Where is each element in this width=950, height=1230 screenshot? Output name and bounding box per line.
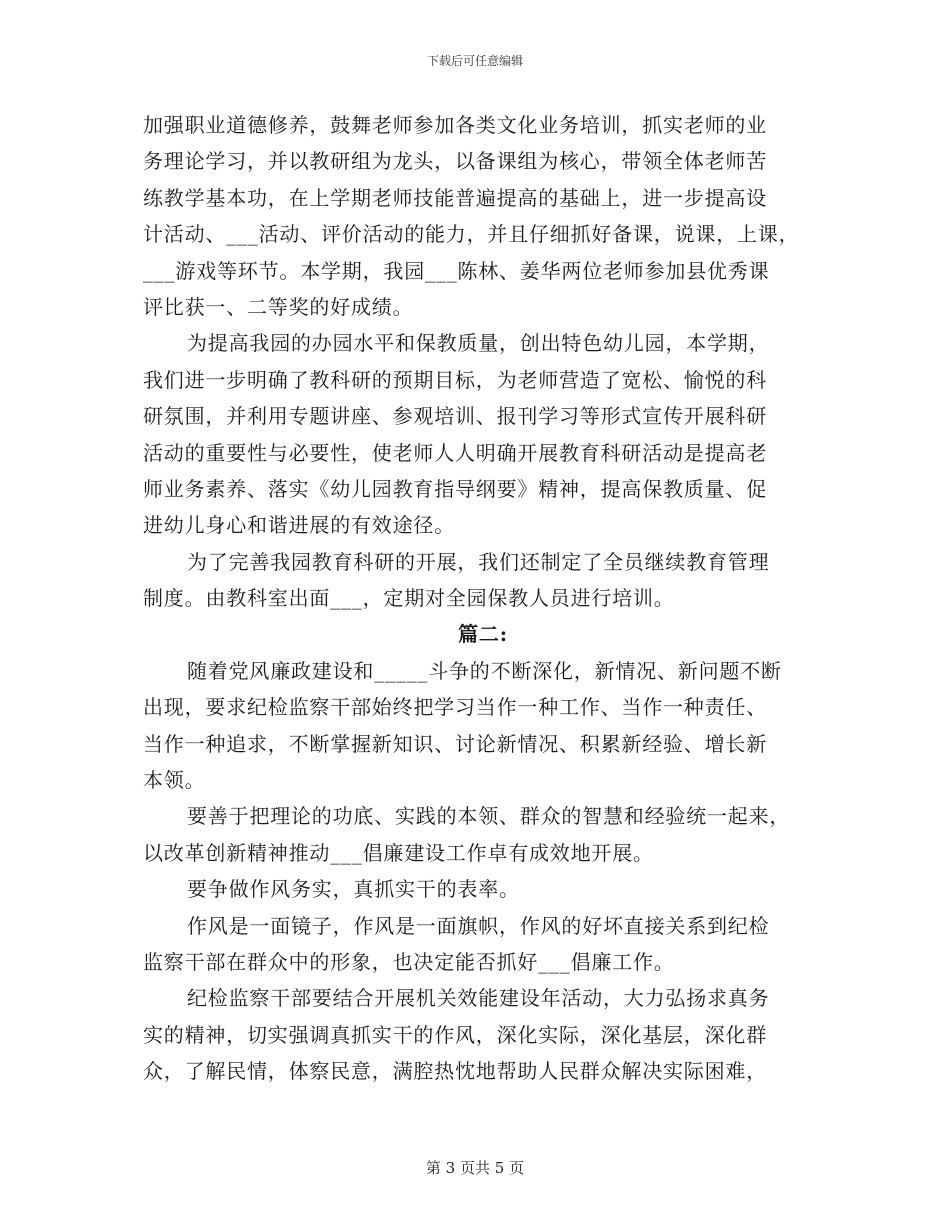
text-line: 加强职业道德修养，鼓舞老师参加各类文化业务培训，抓实老师的业 <box>143 113 767 137</box>
text-line: 为了完善我园教育科研的开展，我们还制定了全员继续教育管理 <box>187 549 770 574</box>
text-line: 务理论学习，并以教研组为龙头，以备课组为核心，带领全体老师苦 <box>143 149 767 174</box>
text-line: 以改革创新精神推动___倡廉建设工作卓有成效地开展。 <box>143 840 654 865</box>
text-line: 进幼儿身心和谐进展的有效途径。 <box>143 513 455 538</box>
page-footer: 第 3 页共 5 页 <box>425 1159 525 1177</box>
text-line: 活动的重要性与必要性，使老师人人明确开展教育科研活动是提高老 <box>143 440 767 465</box>
section-heading: 篇二: <box>458 622 508 647</box>
text-line: 师业务素养、落实《幼儿园教育指导纲要》精神，提高保教质量、促 <box>143 476 767 501</box>
text-line: 计活动、___活动、评价活动的能力，并且仔细抓好备课，说课，上课， <box>143 222 800 247</box>
document-body <box>143 107 823 1090</box>
text-line: 纪检监察干部要结合开展机关效能建设年活动，大力弘扬求真务 <box>187 986 770 1011</box>
page-header: 下载后可任意编辑 <box>426 54 523 68</box>
text-line: 研氛围，并利用专题讲座、参观培训、报刊学习等形式宣传开展科研 <box>143 404 767 429</box>
text-line: 要争做作风务实，真抓实干的表率。 <box>187 877 520 902</box>
text-line: 本领。 <box>143 768 206 793</box>
text-line: 我们进一步明确了教科研的预期目标，为老师营造了宽松、愉悦的科 <box>143 367 767 392</box>
text-line: 实的精神，切实强调真抓实干的作风，深化实际，深化基层，深化群 <box>143 1022 767 1047</box>
text-line: 当作一种追求，不断掌握新知识、讨论新情况、积累新经验、增长新 <box>143 731 767 756</box>
text-line: 监察干部在群众中的形象，也决定能否抓好___倡廉工作。 <box>143 949 675 974</box>
text-line: 要善于把理论的功底、实践的本领、群众的智慧和经验统一起来， <box>187 804 791 829</box>
text-line: 评比获一、二等奖的好成绩。 <box>143 294 414 319</box>
text-line: 众，了解民情，体察民意，满腔热忱地帮助人民群众解决实际困难， <box>143 1059 767 1084</box>
text-line: 练教学基本功，在上学期老师技能普遍提高的基础上，进一步提高设 <box>143 185 767 210</box>
text-line: 出现，要求纪检监察干部始终把学习当作一种工作、当作一种责任、 <box>143 695 767 720</box>
text-line: 制度。由教科室出面___，定期对全园保教人员进行培训。 <box>143 586 675 611</box>
text-line: 为提高我园的办园水平和保教质量，创出特色幼儿园，本学期， <box>187 331 770 356</box>
text-line: 作风是一面镜子，作风是一面旗帜，作风的好坏直接关系到纪检 <box>187 913 770 938</box>
text-line: 随着党风廉政建设和_____斗争的不断深化，新情况、新问题不断 <box>187 658 782 683</box>
text-line: ___游戏等环节。本学期，我园___陈林、姜华两位老师参加县优秀课 <box>143 258 770 283</box>
